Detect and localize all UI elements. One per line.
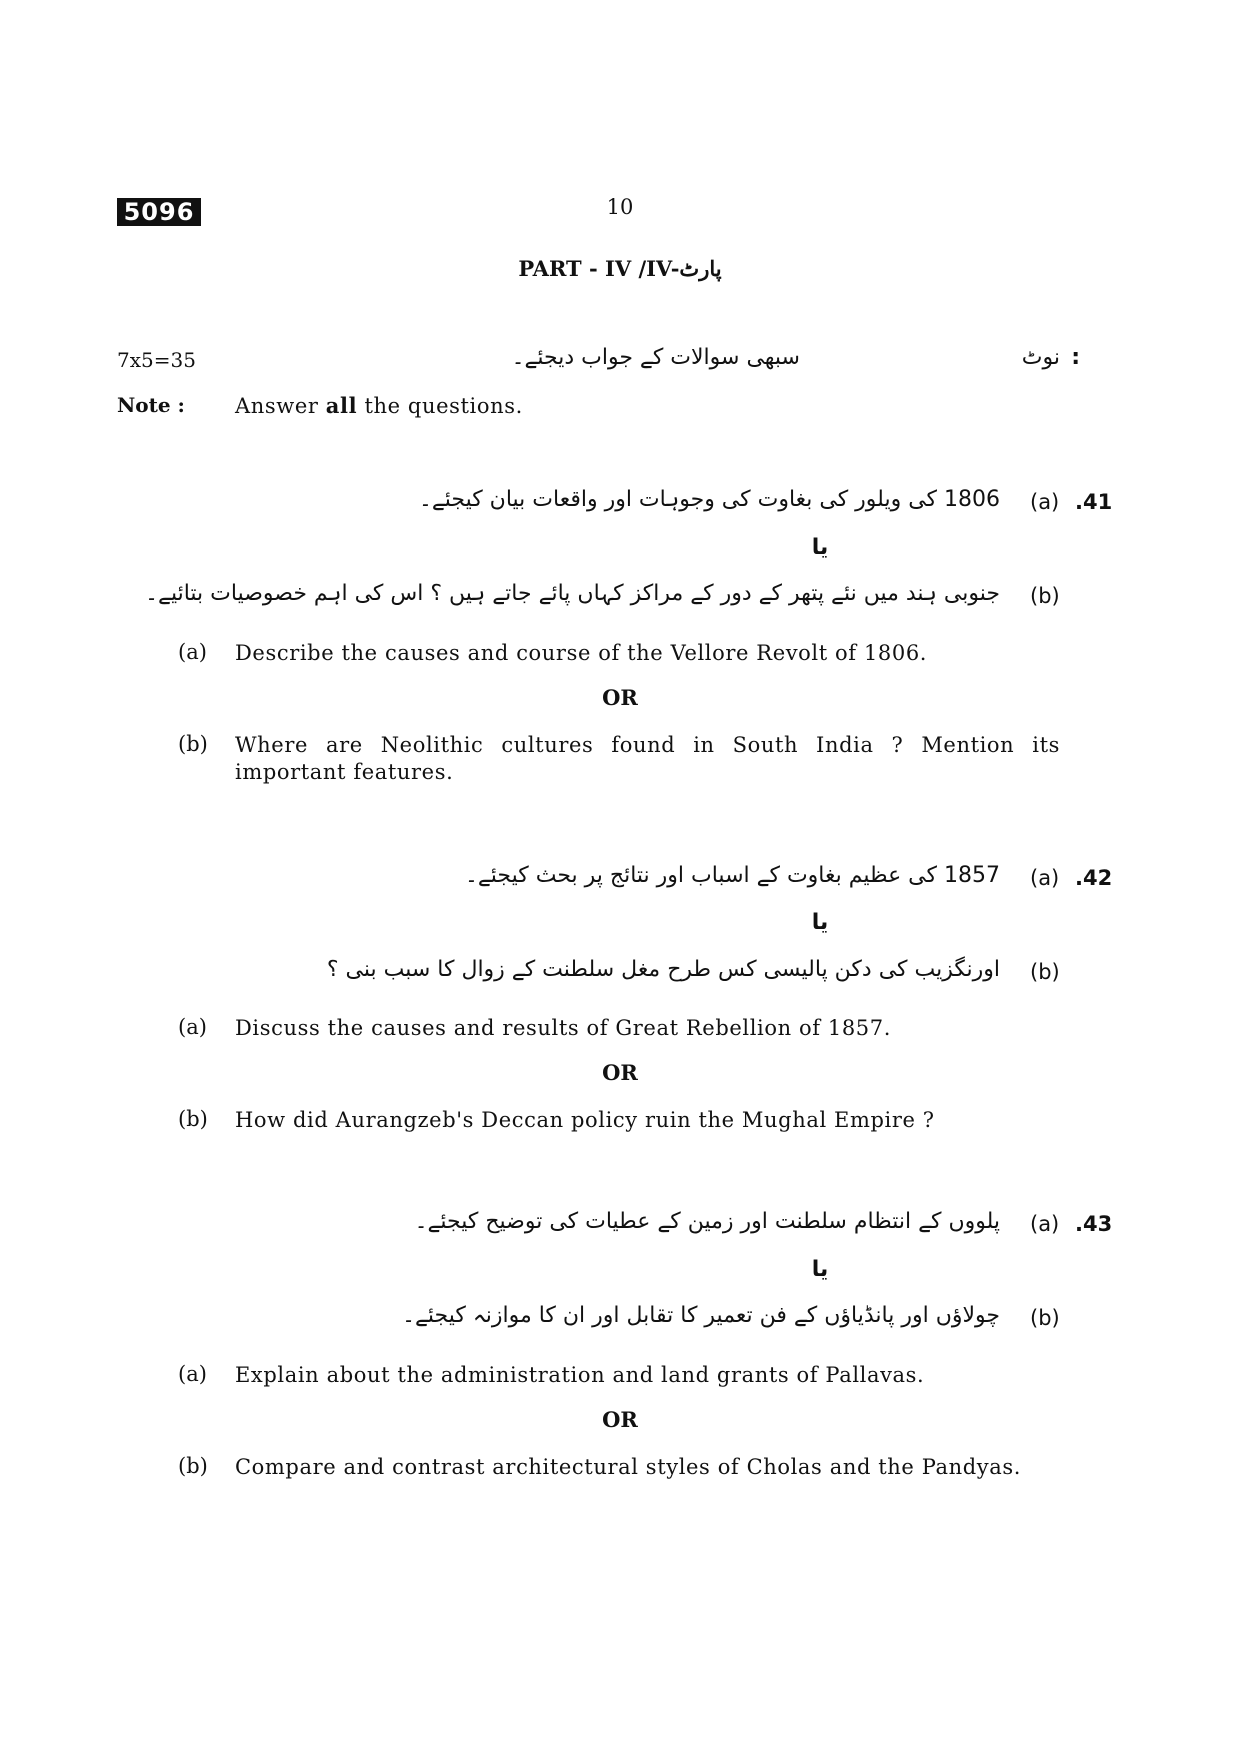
q41-a-label: (a) <box>178 640 207 664</box>
q42-urdu-a-label: (a) <box>1030 866 1060 890</box>
q42-urdu-a-text: 1857 کی عظیم بغاوت کے اسباب اور نتائج پر بحث کیجئے۔ <box>464 863 1000 888</box>
q42-a-text: Discuss the causes and results of Great Rebellion of 1857. <box>235 1016 891 1040</box>
q42-a-label: (a) <box>178 1015 207 1039</box>
urdu-note-label: نوٹ <box>1021 345 1060 370</box>
q43-b-text: Compare and contrast architectural styles of Cholas and the Pandyas. <box>235 1455 1022 1479</box>
note-label: Note : <box>117 393 185 417</box>
q43-urdu-a-text: پلووں کے انتظام سلطنت اور زمین کے عطیات کی توضیح کیجئے۔ <box>414 1209 1000 1234</box>
question-number-41: .41 <box>1075 490 1113 514</box>
q43-b-label: (b) <box>178 1454 208 1478</box>
q41-urdu-a-label: (a) <box>1030 490 1060 514</box>
urdu-note-text: سبھی سوالات کے جواب دیجئے۔ <box>511 345 800 370</box>
q42-urdu-or: یا <box>811 910 829 935</box>
q41-or: OR <box>602 685 638 710</box>
q42-or: OR <box>602 1060 638 1085</box>
q42-b-text: How did Aurangzeb's Deccan policy ruin the Mughal Empire ? <box>235 1108 935 1132</box>
q41-urdu-or: یا <box>811 535 829 560</box>
q43-urdu-b-text: چولاؤں اور پانڈیاؤں کے فن تعمیر کا تقابل اور ان کا موازنہ کیجئے۔ <box>402 1303 1000 1328</box>
page-number: 10 <box>606 195 634 219</box>
q43-urdu-b-label: (b) <box>1030 1306 1060 1330</box>
q43-a-text: Explain about the administration and land grants of Pallavas. <box>235 1363 925 1387</box>
question-number-42: .42 <box>1075 866 1113 890</box>
q42-urdu-b-text: اورنگزیب کی دکن پالیسی کس طرح مغل سلطنت کے زوال کا سبب بنی ؟ <box>326 957 1000 982</box>
note-text: Answer all the questions. <box>235 393 523 418</box>
urdu-note-colon: : <box>1071 345 1080 370</box>
q43-or: OR <box>602 1407 638 1432</box>
q41-urdu-b-text: جنوبی ہند میں نئے پتھر کے دور کے مراکز کہاں پائے جاتے ہیں ؟ اس کی اہم خصوصیات بتائیے۔ <box>145 581 1000 606</box>
q43-a-label: (a) <box>178 1362 207 1386</box>
q41-a-text: Describe the causes and course of the Vellore Revolt of 1806. <box>235 641 928 665</box>
marks-scheme: 7x5=35 <box>117 348 196 372</box>
part-title: PART - IV /IV-پارٹ <box>518 256 722 281</box>
q42-b-label: (b) <box>178 1107 208 1131</box>
q41-urdu-b-label: (b) <box>1030 584 1060 608</box>
paper-code: 5096 <box>117 198 201 226</box>
q41-urdu-a-text: 1806 کی ویلور کی بغاوت کی وجوہات اور واقعات بیان کیجئے۔ <box>418 487 1000 512</box>
question-number-43: .43 <box>1075 1212 1113 1236</box>
q41-b-text: Where are Neolithic cultures found in South India ? Mention its important features. <box>235 733 1060 784</box>
q43-urdu-or: یا <box>811 1257 829 1282</box>
q43-urdu-a-label: (a) <box>1030 1212 1060 1236</box>
q42-urdu-b-label: (b) <box>1030 960 1060 984</box>
q41-b-label: (b) <box>178 732 208 756</box>
